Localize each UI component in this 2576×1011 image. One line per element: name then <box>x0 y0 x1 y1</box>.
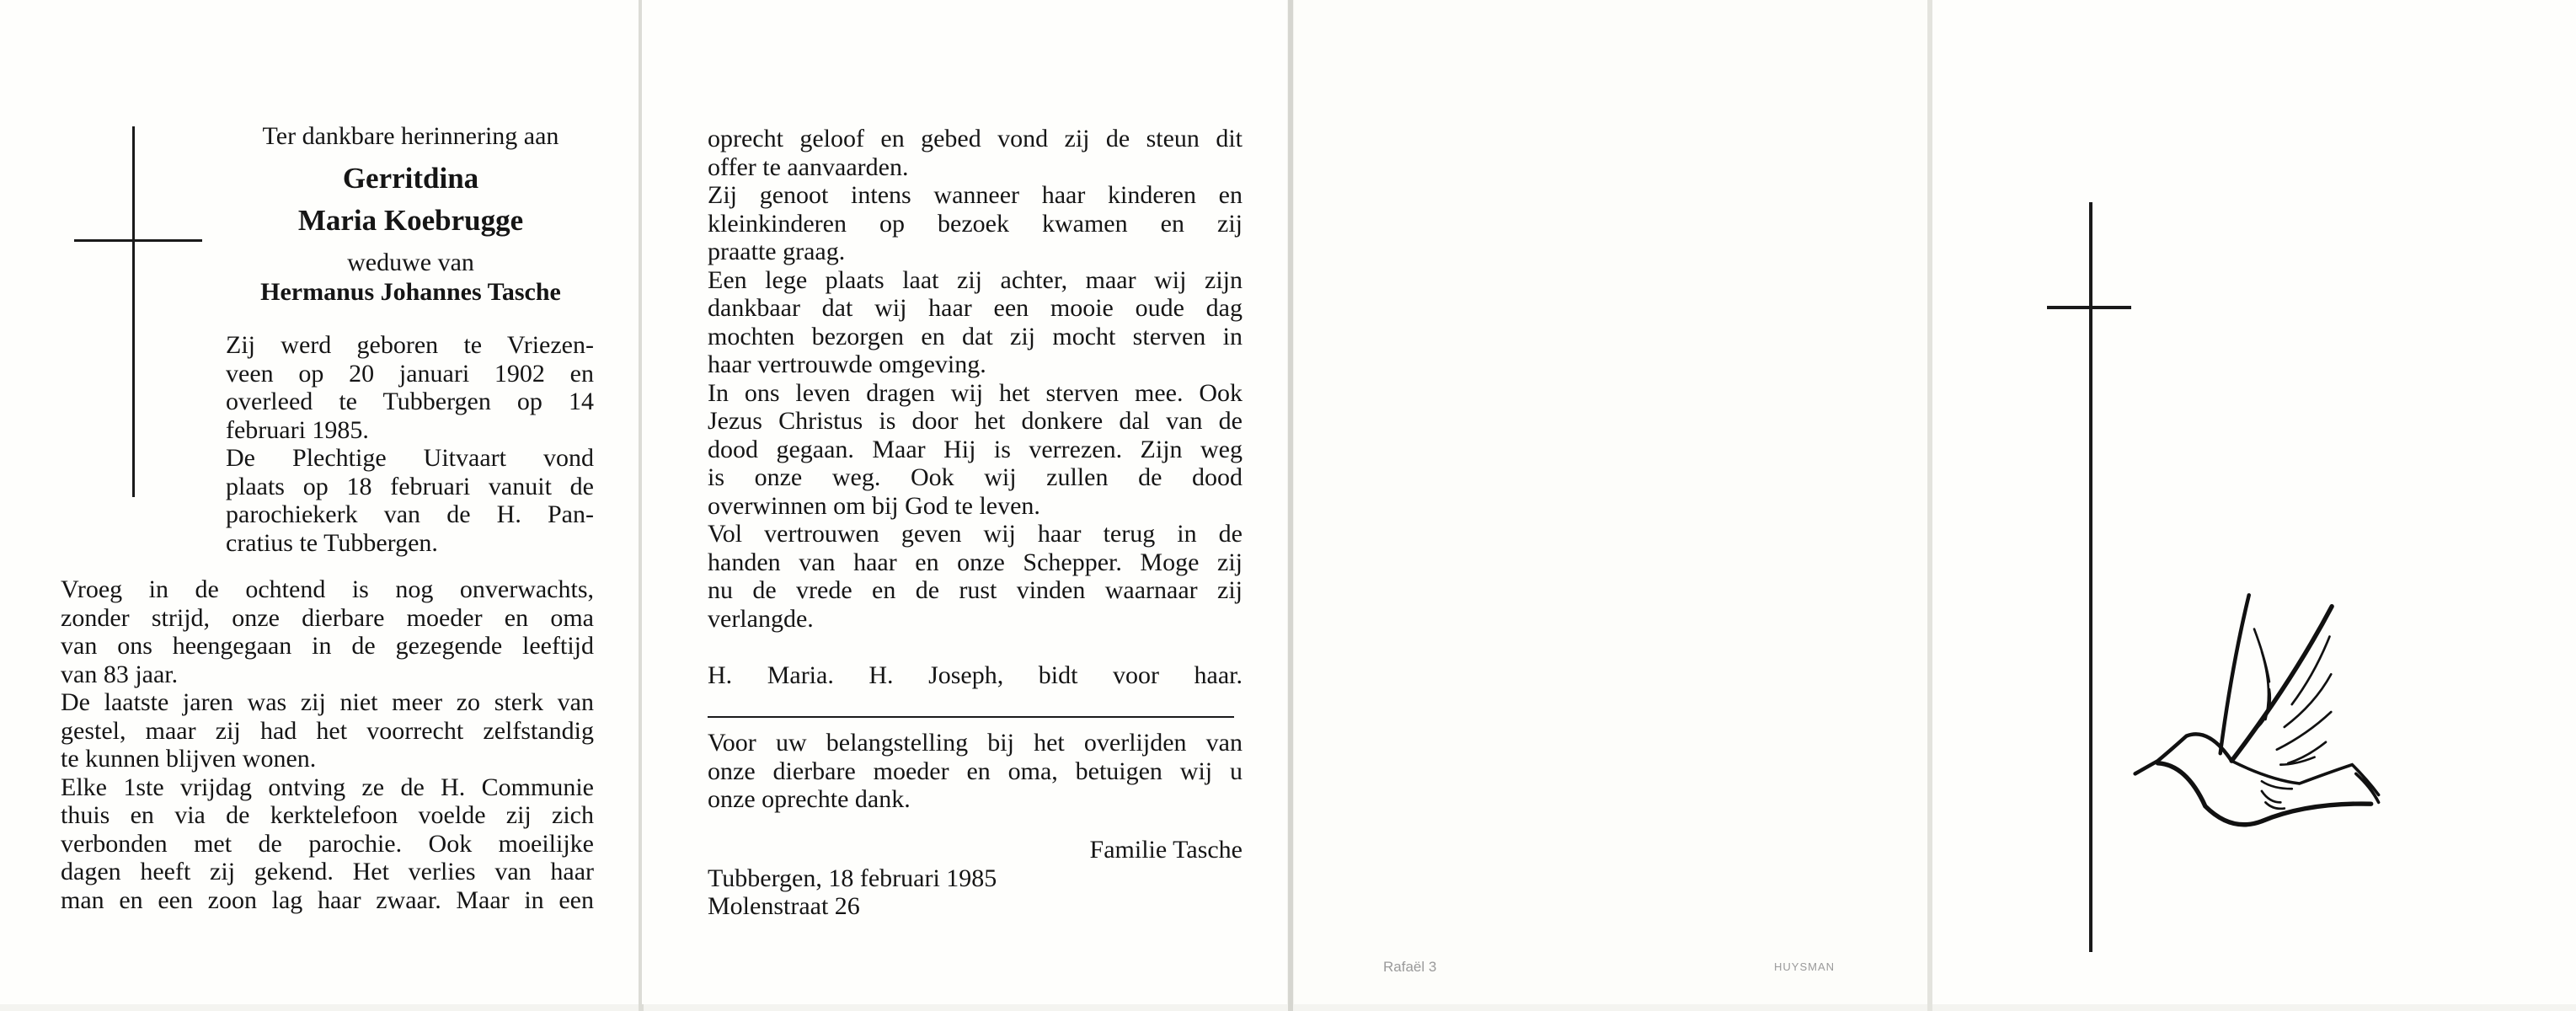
text-line: cratius te Tubbergen. <box>226 528 438 557</box>
text-line: gestel, maar zij had het voorrecht zelfstandig <box>61 716 594 745</box>
text-line: onze dierbare moeder en oma, betuigen wij u <box>708 757 1243 785</box>
text-line: dood gegaan. Maar Hij is verrezen. Zijn weg <box>708 435 1243 463</box>
text-line: dagen heeft zij gekend. Het verlies van haar <box>61 858 594 885</box>
husband-name: Hermanus Johannes Tasche <box>260 278 561 306</box>
deceased-last-name: Maria Koebrugge <box>297 204 524 237</box>
dove-icon <box>2111 573 2397 851</box>
text-line: van ons heengegaan in de gezegende leeftijd <box>61 632 594 660</box>
text-line: In ons leven dragen wij het sterven mee. Ook <box>708 378 1243 407</box>
text-line: Vroeg in de ochtend is nog onverwachts, <box>61 575 594 603</box>
text-line: Zij genoot intens wanneer haar kinderen en <box>708 181 1243 209</box>
prayer-text: H. Maria. H. Joseph, bidt voor haar. <box>708 661 1243 689</box>
text-line: thuis en via de kerktelefoon voelde zij zich <box>61 801 594 829</box>
print-code: Rafaël 3 <box>1383 959 1437 975</box>
text-line: is onze weg. Ook wij zullen de dood <box>708 463 1243 491</box>
text-line: dankbaar dat wij haar een mooie oude dag <box>708 294 1243 322</box>
signature: Familie Tasche <box>1089 836 1243 864</box>
cross-icon <box>2089 202 2092 952</box>
card-panel-inner-text <box>642 0 1287 1004</box>
text-line: verlangde. <box>708 604 814 633</box>
address: Molenstraat 26 <box>708 892 860 920</box>
text-line: Jezus Christus is door het donkere dal van de <box>708 407 1243 435</box>
text-line: plaats op 18 februari vanuit de <box>226 472 594 500</box>
text-line: man en een zoon lag haar zwaar. Maar in een <box>61 885 594 914</box>
printer-name: HUYSMAN <box>1774 960 1836 973</box>
place-date: Tubbergen, 18 februari 1985 <box>708 864 997 892</box>
text-line: offer te aanvaarden. <box>708 152 909 181</box>
text-line: Vol vertrouwen geven wij haar terug in de <box>708 520 1243 548</box>
cross-icon-beam <box>74 239 202 242</box>
card-panel-cover <box>1932 0 2576 1004</box>
text-line: overwinnen om bij God te leven. <box>708 491 1040 520</box>
fold-line <box>1288 0 1293 1011</box>
text-line: Voor uw belangstelling bij het overlijden van <box>708 729 1243 757</box>
text-line: parochiekerk van de H. Pan- <box>226 500 594 528</box>
text-line: Een lege plaats laat zij achter, maar wij zijn <box>708 265 1243 294</box>
text-line: Elke 1ste vrijdag ontving ze de H. Communie <box>61 773 594 801</box>
intro-text: Ter dankbare herinnering aan <box>262 122 559 150</box>
divider <box>708 716 1234 718</box>
text-line: van 83 jaar. <box>61 660 179 688</box>
text-line: Zij werd geboren te Vriezen- <box>226 331 594 359</box>
text-line: handen van haar en onze Schepper. Moge zij <box>708 548 1243 576</box>
cross-icon-beam <box>2047 306 2131 309</box>
text-line: kleinkinderen op bezoek kwamen en zij <box>708 209 1243 238</box>
text-line: veen op 20 januari 1902 en <box>226 359 594 388</box>
text-line: verbonden met de parochie. Ook moeilijke <box>61 829 594 858</box>
deceased-first-name: Gerritdina <box>342 162 479 195</box>
widow-of-text: weduwe van <box>347 249 474 276</box>
text-line: zonder strijd, onze dierbare moeder en oma <box>61 603 594 632</box>
text-line: te kunnen blijven wonen. <box>61 745 317 773</box>
text-line: februari 1985. <box>226 415 369 444</box>
text-line: onze oprechte dank. <box>708 785 911 813</box>
text-line: haar vertrouwde omgeving. <box>708 350 986 378</box>
cross-icon <box>132 126 135 497</box>
text-line: mochten bezorgen en dat zij mocht sterven in <box>708 322 1243 350</box>
text-line: overleed te Tubbergen op 14 <box>226 388 594 415</box>
text-line: De Plechtige Uitvaart vond <box>226 444 594 472</box>
text-line: oprecht geloof en gebed vond zij de steun dit <box>708 125 1243 152</box>
text-line: praatte graag. <box>708 238 846 265</box>
text-line: nu de vrede en de rust vinden waarnaar zij <box>708 576 1243 604</box>
card-panel-front-text <box>0 0 639 1004</box>
card-panel-back <box>1294 0 1927 1004</box>
text-line: De laatste jaren was zij niet meer zo sterk van <box>61 688 594 716</box>
